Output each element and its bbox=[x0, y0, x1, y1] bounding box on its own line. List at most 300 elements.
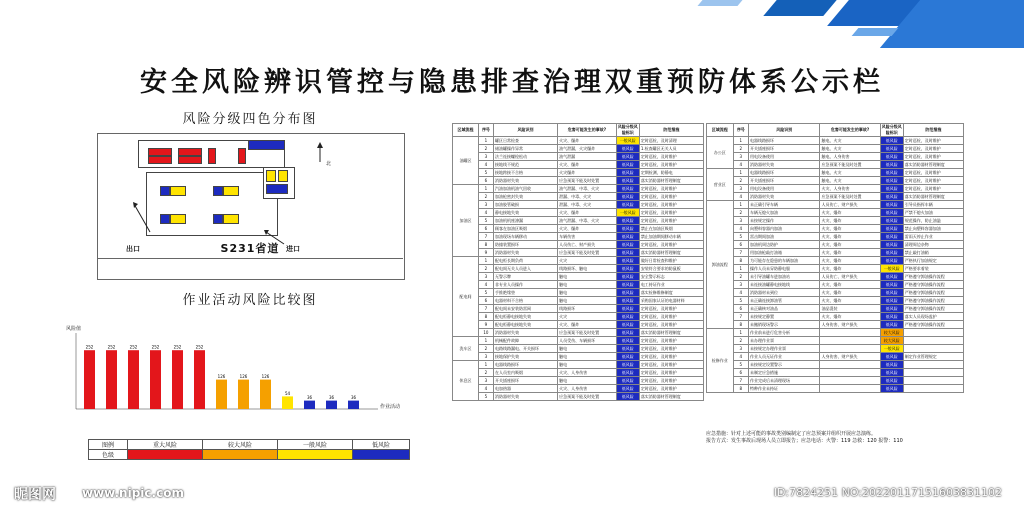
table-row bbox=[707, 329, 964, 337]
table-cell: 定时巡检，及时维护 bbox=[903, 169, 963, 177]
table-cell: 火灾、爆炸 bbox=[820, 241, 880, 249]
table-cell: 触电、火灾 bbox=[820, 177, 880, 185]
table-cell: 做好日常检查和维护 bbox=[639, 257, 703, 265]
table-cell: 严格遵守卸油操作流程 bbox=[903, 289, 963, 297]
table-cell: 禁止向塑料容器加油 bbox=[903, 225, 963, 233]
table-row bbox=[453, 385, 704, 393]
table-cell: 定时巡检，及时维护 bbox=[639, 217, 703, 225]
table-cell: 落实消防器材管理制度 bbox=[639, 177, 703, 185]
table-cell: 消防器材未到位 bbox=[749, 289, 820, 297]
watermark-id: ID:7824251 NO:20220117151603831102 bbox=[773, 486, 1002, 499]
table-row bbox=[707, 353, 964, 361]
table-cell: 加油枪密封失效 bbox=[493, 193, 557, 201]
table-cell: 罐区日常检查 bbox=[493, 137, 557, 145]
table-row bbox=[453, 377, 704, 385]
table-cell: 车辆伤害 bbox=[558, 233, 617, 241]
table-cell: 泄漏、中毒、火灾 bbox=[558, 201, 617, 209]
table-cell: 5 bbox=[478, 393, 493, 401]
table-cell: 应急预案不能及时处置 bbox=[558, 177, 617, 185]
risk-level-cell: 低风险 bbox=[616, 345, 639, 353]
risk-level-cell: 低风险 bbox=[616, 265, 639, 273]
table-header-cell: 风险分级风险标识 bbox=[881, 124, 902, 135]
table-cell: 触电 bbox=[558, 281, 617, 289]
table-row bbox=[707, 265, 964, 273]
risk-level-cell: 低风险 bbox=[616, 361, 639, 369]
table-cell: 落实消防器材管理制度 bbox=[639, 393, 703, 401]
table-cell: 1 bbox=[478, 137, 493, 145]
table-cell: 消防器材失效 bbox=[749, 193, 820, 201]
table-cell: 未按规定操作 bbox=[749, 217, 820, 225]
table-cell: 8 bbox=[478, 313, 493, 321]
risk-level-cell: 低风险 bbox=[880, 313, 903, 321]
table-cell: 火灾、人身伤害 bbox=[558, 369, 617, 377]
table-row bbox=[707, 201, 964, 209]
table-cell: 消防器材失效 bbox=[493, 177, 557, 185]
table-cell: 应急预案不能及时处置 bbox=[558, 393, 617, 401]
table-row bbox=[453, 313, 704, 321]
table-row bbox=[453, 273, 704, 281]
exit-label: 出口 bbox=[126, 245, 140, 253]
table-cell bbox=[820, 369, 880, 377]
table-cell: 7 bbox=[733, 313, 748, 321]
legend-header: 色级 bbox=[89, 450, 128, 460]
y-caption: 风险值 bbox=[66, 326, 82, 332]
legend-swatch-orange bbox=[203, 450, 278, 460]
table-cell: 严格遵守卸油操作流程 bbox=[903, 305, 963, 313]
table-cell: 清理周边杂物 bbox=[903, 241, 963, 249]
risk-bar bbox=[260, 380, 271, 409]
risk-table-right bbox=[706, 123, 964, 393]
table-cell bbox=[903, 329, 963, 337]
table-row bbox=[453, 209, 704, 217]
table-row bbox=[707, 345, 964, 353]
risk-bar bbox=[84, 350, 95, 409]
table-row bbox=[453, 353, 704, 361]
risk-level-cell: 低风险 bbox=[880, 249, 903, 257]
table-cell: 1 bbox=[733, 201, 748, 209]
table-row bbox=[453, 225, 704, 233]
table-cell: 4 bbox=[478, 385, 493, 393]
risk-level-cell: 低风险 bbox=[880, 225, 903, 233]
table-cell: 法兰连接螺栓松动 bbox=[493, 153, 557, 161]
table-cell: 3 bbox=[478, 353, 493, 361]
table-row bbox=[453, 329, 704, 337]
table-cell: 定时巡检，及时维护 bbox=[639, 337, 703, 345]
table-cell: 定时巡检，及时维护 bbox=[639, 153, 703, 161]
risk-level-cell: 低风险 bbox=[616, 153, 639, 161]
risk-level-cell: 低风险 bbox=[880, 217, 903, 225]
table-cell: 消防器材失效 bbox=[493, 393, 557, 401]
table-cell: 8 bbox=[733, 385, 748, 393]
table-cell: 开关插座损坏 bbox=[749, 177, 820, 185]
legend-row bbox=[89, 450, 410, 460]
table-cell: 电器线路损坏 bbox=[749, 137, 820, 145]
table-row bbox=[453, 177, 704, 185]
table-cell: 严格遵守卸油操作流程 bbox=[903, 297, 963, 305]
table-cell: 5 bbox=[478, 289, 493, 297]
table-header-cell: 危害可能发生的事故? bbox=[820, 124, 880, 137]
bar-value-label: 36 bbox=[328, 395, 335, 401]
bar-value-label: 126 bbox=[239, 374, 248, 380]
table-row bbox=[707, 369, 964, 377]
table-cell: 未按规定静置 bbox=[749, 313, 820, 321]
table-row bbox=[453, 185, 704, 193]
table-cell: 储油罐操作异常 bbox=[493, 145, 557, 153]
table-cell: 5 bbox=[733, 361, 748, 369]
table-cell: 汽油加油机油气回收 bbox=[493, 185, 557, 193]
risk-bar bbox=[128, 350, 139, 409]
table-cell: 2 bbox=[733, 209, 748, 217]
table-cell: 未引导油罐车进加油站 bbox=[749, 273, 820, 281]
table-cell: 电加热器 bbox=[493, 385, 557, 393]
bar-value-label: 126 bbox=[261, 374, 270, 380]
table-cell: 2 bbox=[733, 273, 748, 281]
risk-level-cell: 低风险 bbox=[616, 233, 639, 241]
table-row bbox=[707, 257, 964, 265]
table-cell: 4 bbox=[733, 353, 748, 361]
table-cell: 1 bbox=[478, 257, 493, 265]
table-row bbox=[707, 169, 964, 177]
table-cell: 严格要求着装 bbox=[903, 265, 963, 273]
table-row bbox=[453, 145, 704, 153]
table-cell: 雷雨天停止作业 bbox=[903, 233, 963, 241]
table-cell: 2 bbox=[478, 145, 493, 153]
bar-value-label: 252 bbox=[173, 344, 182, 350]
table-cell: 电路线路漏电、开关损坏 bbox=[493, 345, 557, 353]
table-header-cell: 危害可能发生的事故? bbox=[558, 124, 617, 137]
area-cell: 配电间 bbox=[453, 257, 479, 337]
table-row bbox=[453, 321, 704, 329]
table-cell: 开关插座损坏 bbox=[493, 377, 557, 385]
table-cell: 火灾、爆炸 bbox=[558, 321, 617, 329]
table-header-cell: 区域流程 bbox=[453, 124, 479, 137]
table-cell: 定时巡检，及时维护 bbox=[639, 209, 703, 217]
table-cell: 6 bbox=[733, 369, 748, 377]
table-cell: 消防器材失效 bbox=[493, 249, 557, 257]
table-cell: 火灾、爆炸 bbox=[820, 257, 880, 265]
table-cell: 定时巡检，及时维护 bbox=[639, 345, 703, 353]
table-header-row bbox=[453, 124, 704, 137]
table-cell: 10 bbox=[478, 329, 493, 337]
risk-bar bbox=[106, 350, 117, 409]
table-cell: 8 bbox=[478, 241, 493, 249]
table-cell: 火灾、爆炸 bbox=[820, 233, 880, 241]
table-row bbox=[453, 337, 704, 345]
table-cell: 火灾、爆炸 bbox=[558, 209, 617, 217]
area-cell: 洗车区 bbox=[453, 337, 479, 361]
table-header-cell: 区域流程 bbox=[707, 124, 734, 137]
risk-level-cell: 低风险 bbox=[880, 201, 903, 209]
table-row bbox=[453, 305, 704, 313]
table-cell: 为可能存在隐患的车辆加油 bbox=[749, 257, 820, 265]
table-cell: 配电柜长期负荷 bbox=[493, 257, 557, 265]
table-cell: 用加油枪敲打油箱 bbox=[749, 249, 820, 257]
table-cell: 配电间无关人员进入 bbox=[493, 265, 557, 273]
table-cell: 静电接地失效 bbox=[493, 209, 557, 217]
table-cell: 应急预案不能及时处置 bbox=[820, 193, 880, 201]
table-cell: 未正确连接卸油管 bbox=[749, 297, 820, 305]
table-cell: 触电 bbox=[558, 361, 617, 369]
table-cell: 定时巡检，及时维护 bbox=[639, 321, 703, 329]
table-cell: 2 bbox=[478, 193, 493, 201]
bar-value-label: 252 bbox=[85, 344, 94, 350]
table-cell: 油气泄漏、中毒、火灾 bbox=[558, 185, 617, 193]
table-cell: 触电、火灾 bbox=[820, 145, 880, 153]
risk-level-cell: 低风险 bbox=[880, 233, 903, 241]
risk-level-cell: 低风险 bbox=[880, 169, 903, 177]
table-cell bbox=[820, 337, 880, 345]
table-cell: 3 bbox=[733, 153, 748, 161]
risk-level-cell: 低风险 bbox=[880, 297, 903, 305]
table-cell: 8 bbox=[733, 321, 748, 329]
table-cell: 接地保护失效 bbox=[493, 353, 557, 361]
table-row bbox=[707, 281, 964, 289]
table-row bbox=[453, 249, 704, 257]
table-cell: 严格遵守卸油操作流程 bbox=[903, 281, 963, 289]
table-cell bbox=[903, 345, 963, 353]
table-cell: 6 bbox=[478, 177, 493, 185]
table-row bbox=[453, 289, 704, 297]
table-row bbox=[707, 249, 964, 257]
table-cell: 2 bbox=[733, 337, 748, 345]
risk-level-cell: 低风险 bbox=[880, 185, 903, 193]
table-cell: 6 bbox=[478, 225, 493, 233]
watermark-url: www.nipic.com bbox=[82, 486, 184, 500]
risk-bar bbox=[348, 401, 359, 409]
legend-swatch-blue bbox=[352, 450, 409, 460]
table-row bbox=[707, 385, 964, 393]
table-cell: 定时巡检，及时维护 bbox=[639, 241, 703, 249]
table-cell: 定时巡检，及时维护 bbox=[639, 385, 703, 393]
table-cell: 落实消防器材管理制度 bbox=[903, 161, 963, 169]
risk-level-cell: 低风险 bbox=[880, 209, 903, 217]
table-header-cell: 风险识别 bbox=[749, 124, 820, 137]
table-cell bbox=[820, 329, 880, 337]
table-cell: 作业前未进行危害分析 bbox=[749, 329, 820, 337]
table-cell: 顾客在加油区吸烟 bbox=[493, 225, 557, 233]
area-cell: 休息区 bbox=[453, 361, 479, 401]
table-row bbox=[707, 241, 964, 249]
table-cell: 1 bbox=[478, 185, 493, 193]
bar-value-label: 252 bbox=[195, 344, 204, 350]
table-cell: 人员伤亡、财产损失 bbox=[820, 273, 880, 281]
table-cell: 触电、人身伤害 bbox=[820, 153, 880, 161]
road-label: S231省道 bbox=[220, 242, 280, 255]
table-cell: 加油机机座渗漏 bbox=[493, 217, 557, 225]
risk-level-cell: 低风险 bbox=[616, 185, 639, 193]
table-cell: 落实人员现场监护 bbox=[903, 313, 963, 321]
table-row bbox=[707, 321, 964, 329]
table-cell: 机械配件故障 bbox=[493, 337, 557, 345]
table-cell: 油气泄漏、中毒、火灾 bbox=[558, 217, 617, 225]
table-cell: 定时巡检，及时维护 bbox=[639, 361, 703, 369]
bar-value-label: 252 bbox=[107, 344, 116, 350]
table-cell: 未制定应急措施 bbox=[749, 369, 820, 377]
risk-level-cell: 低风险 bbox=[616, 385, 639, 393]
risk-level-cell: 低风险 bbox=[616, 249, 639, 257]
table-cell: 定期检测，防静电 bbox=[639, 169, 703, 177]
table-cell: 1.检查罐区无关人员 bbox=[639, 145, 703, 153]
table-cell bbox=[903, 337, 963, 345]
legend-header: 低风险 bbox=[352, 440, 409, 450]
table-cell: 定时巡检，及时维护 bbox=[903, 185, 963, 193]
table-cell bbox=[820, 377, 880, 385]
table-cell: 火灾 bbox=[558, 313, 617, 321]
risk-level-cell: 低风险 bbox=[880, 377, 903, 385]
table-row bbox=[707, 361, 964, 369]
risk-level-cell: 低风险 bbox=[616, 217, 639, 225]
risk-level-cell: 低风险 bbox=[880, 177, 903, 185]
risk-legend bbox=[88, 439, 410, 460]
table-cell: 电器线路损坏 bbox=[749, 169, 820, 177]
bar-value-label: 126 bbox=[217, 374, 226, 380]
table-cell: 用电设备使用 bbox=[749, 185, 820, 193]
risk-level-cell: 低风险 bbox=[880, 369, 903, 377]
table-header-cell: 防范措施 bbox=[903, 124, 963, 137]
table-cell: 定时巡检，及时维护 bbox=[639, 161, 703, 169]
table-cell: 安全警示标志 bbox=[639, 273, 703, 281]
area-cell: 加油区 bbox=[453, 185, 479, 257]
table-cell: 定时巡检，及时维护 bbox=[639, 369, 703, 377]
table-cell: 2 bbox=[733, 177, 748, 185]
legend-header: 较大风险 bbox=[203, 440, 278, 450]
risk-bar bbox=[194, 350, 205, 409]
risk-bar bbox=[304, 401, 315, 409]
table-cell: 油气泄漏，火灾爆炸 bbox=[558, 145, 617, 153]
table-cell: 制定作业管理规定 bbox=[903, 353, 963, 361]
table-cell: 3 bbox=[478, 153, 493, 161]
table-cell: 防撞装置损坏 bbox=[493, 241, 557, 249]
table-cell: 加油现场车辆移动 bbox=[493, 233, 557, 241]
table-cell: 油品混装 bbox=[820, 305, 880, 313]
table-row bbox=[453, 361, 704, 369]
area-cell: 检修作业 bbox=[707, 329, 734, 393]
risk-level-cell: 低风险 bbox=[616, 329, 639, 337]
table-cell bbox=[903, 361, 963, 369]
table-cell: 作业完成后未清理现场 bbox=[749, 377, 820, 385]
table-cell: 触电、火灾 bbox=[820, 169, 880, 177]
table-cell: 9 bbox=[478, 321, 493, 329]
table-row bbox=[707, 297, 964, 305]
table-cell bbox=[820, 385, 880, 393]
table-row bbox=[707, 193, 964, 201]
table-cell: 定时巡检，及时维护 bbox=[903, 177, 963, 185]
table-header-cell: 序号 bbox=[733, 124, 748, 137]
risk-level-cell: 低风险 bbox=[880, 241, 903, 249]
table-cell: 接地线不规范 bbox=[493, 161, 557, 169]
risk-level-cell: 较大风险 bbox=[880, 337, 903, 345]
risk-bar bbox=[238, 380, 249, 409]
table-cell: 3 bbox=[478, 273, 493, 281]
table-cell: 油气泄漏 bbox=[558, 153, 617, 161]
table-header-row bbox=[707, 124, 964, 137]
risk-level-cell: 一般风险 bbox=[616, 137, 639, 145]
risk-level-cell: 低风险 bbox=[616, 353, 639, 361]
risk-level-cell: 低风险 bbox=[616, 281, 639, 289]
table-row bbox=[453, 201, 704, 209]
table-cell: 电工持证作业 bbox=[639, 281, 703, 289]
road-edge bbox=[97, 258, 403, 259]
table-cell: 线路损坏、触电 bbox=[558, 265, 617, 273]
table-row bbox=[707, 217, 964, 225]
table-cell: 4 bbox=[478, 209, 493, 217]
table-cell: 落实检修维修制度 bbox=[639, 289, 703, 297]
table-cell: 1 bbox=[733, 137, 748, 145]
table-cell: 接地跨接不合格 bbox=[493, 169, 557, 177]
table-cell: 1 bbox=[733, 329, 748, 337]
table-row bbox=[707, 145, 964, 153]
table-cell: 火灾、爆炸 bbox=[820, 313, 880, 321]
footnote-report: 报告方式：发生事故后现场人员立即报告；应急电话：火警：119 急救：120 报警：110 bbox=[706, 438, 903, 444]
risk-level-cell: 低风险 bbox=[616, 145, 639, 153]
table-cell: 火灾、爆炸 bbox=[820, 249, 880, 257]
table-row bbox=[707, 161, 964, 169]
area-cell: 办公区 bbox=[707, 137, 734, 169]
area-cell: 油罐区 bbox=[453, 137, 479, 185]
table-cell: 6 bbox=[733, 241, 748, 249]
table-cell: 定时巡检，及时维护 bbox=[639, 377, 703, 385]
map-heading: 风险分级四色分布图 bbox=[182, 112, 318, 127]
table-row bbox=[707, 305, 964, 313]
table-cell: 安装符合要求的防鼠板 bbox=[639, 265, 703, 273]
risk-level-cell: 低风险 bbox=[616, 369, 639, 377]
table-row bbox=[453, 153, 704, 161]
legend-row bbox=[89, 440, 410, 450]
table-row bbox=[453, 369, 704, 377]
table-cell: 未办理作业票 bbox=[749, 337, 820, 345]
table-row bbox=[707, 233, 964, 241]
table-cell: 1 bbox=[733, 169, 748, 177]
table-cell: 人身伤害、财产损失 bbox=[820, 353, 880, 361]
table-cell: 定时巡检，及时维护 bbox=[903, 153, 963, 161]
risk-level-cell: 低风险 bbox=[616, 169, 639, 177]
risk-bar bbox=[326, 401, 337, 409]
table-cell: 5 bbox=[478, 169, 493, 177]
table-cell: 7 bbox=[478, 305, 493, 313]
table-cell: 操作人员未穿防静电服 bbox=[749, 265, 820, 273]
risk-level-cell: 低风险 bbox=[880, 273, 903, 281]
table-cell: 电器材料不合格 bbox=[493, 297, 557, 305]
table-cell: 人员伤亡、财产损失 bbox=[820, 201, 880, 209]
table-header-cell: 风险识别 bbox=[493, 124, 557, 137]
table-row bbox=[707, 153, 964, 161]
bar-plot bbox=[60, 325, 415, 427]
table-row bbox=[453, 345, 704, 353]
table-row bbox=[453, 137, 704, 145]
table-cell: 4 bbox=[733, 289, 748, 297]
table-cell: 应急预案不能及时处置 bbox=[820, 161, 880, 169]
table-cell: 火灾、爆炸 bbox=[820, 217, 880, 225]
bar-value-label: 252 bbox=[151, 344, 160, 350]
table-cell: 定时巡检，及时维护 bbox=[903, 137, 963, 145]
area-cell: 卸油流程 bbox=[707, 201, 734, 329]
risk-level-cell: 低风险 bbox=[880, 281, 903, 289]
risk-level-cell: 低风险 bbox=[880, 145, 903, 153]
table-cell: 触电 bbox=[558, 353, 617, 361]
table-row bbox=[707, 225, 964, 233]
table-row bbox=[453, 193, 704, 201]
table-cell: 严禁不熄火加油 bbox=[903, 209, 963, 217]
table-cell: 应急预案不能及时处置 bbox=[558, 249, 617, 257]
risk-bar bbox=[282, 396, 293, 409]
table-row bbox=[707, 289, 964, 297]
table-cell: 采购国家认证的电器材料 bbox=[639, 297, 703, 305]
legend-swatch-yellow bbox=[277, 450, 352, 460]
table-cell: 电器线路损坏 bbox=[493, 361, 557, 369]
table-cell: 火灾、爆炸 bbox=[820, 225, 880, 233]
table-cell: 火灾、爆炸 bbox=[820, 289, 880, 297]
table-cell: 8 bbox=[733, 257, 748, 265]
